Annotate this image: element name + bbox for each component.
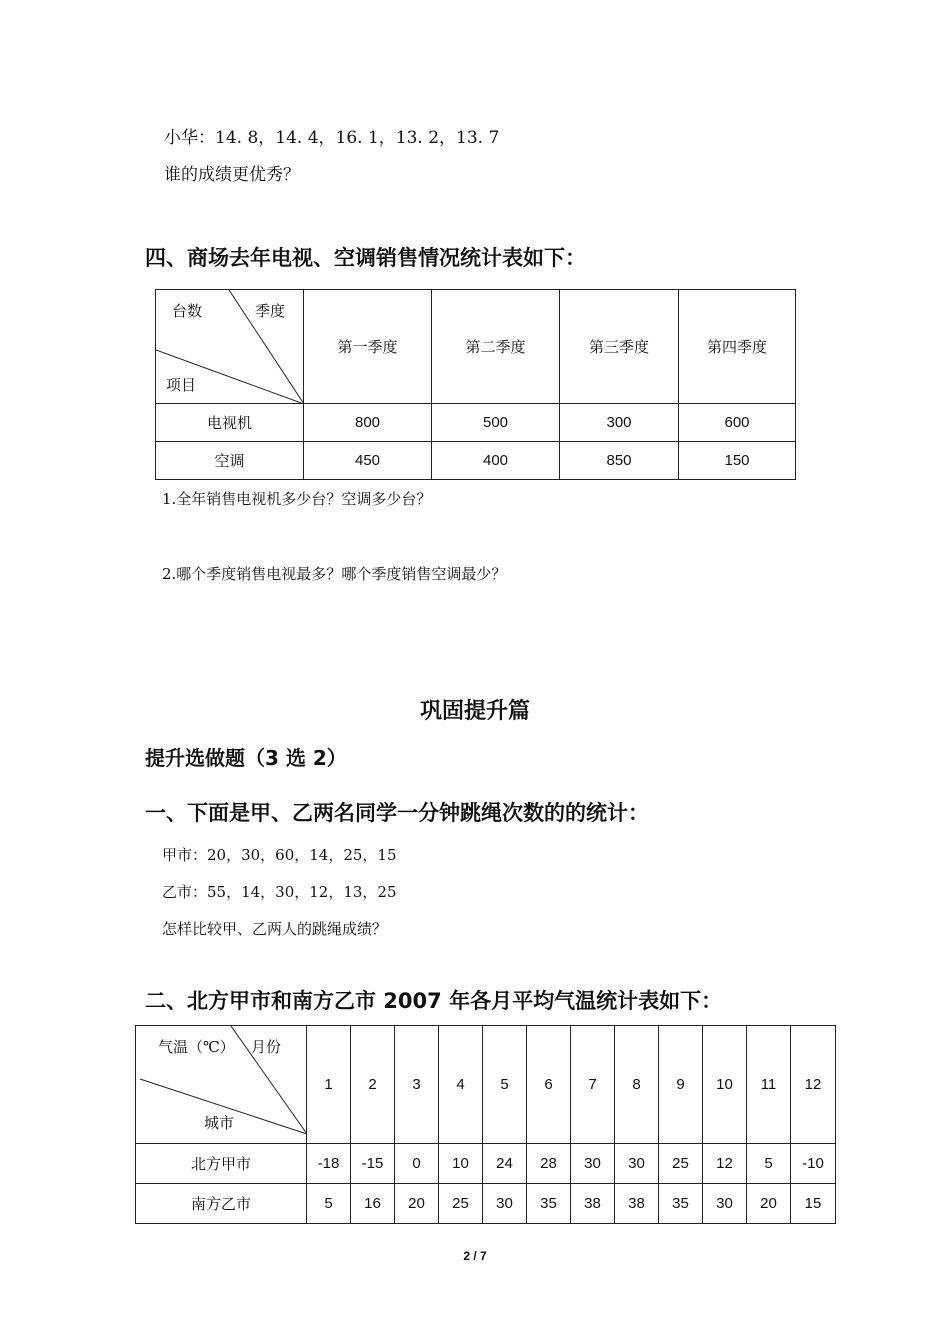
xiaohua-scores: 小华：14. 8，14. 4，16. 1，13. 2，13. 7	[164, 128, 500, 148]
table-cell: 25	[659, 1144, 703, 1184]
corner-label: 月份	[251, 1038, 282, 1056]
row-label: 电视机	[156, 404, 304, 442]
row-label: 空调	[156, 442, 304, 480]
table-cell: 30	[615, 1144, 659, 1184]
table-cell: 16	[351, 1184, 395, 1224]
month-header: 3	[395, 1026, 439, 1144]
month-header: 2	[351, 1026, 395, 1144]
table-cell: 35	[527, 1184, 571, 1224]
table-cell: 30	[571, 1144, 615, 1184]
row-label: 南方乙市	[136, 1184, 307, 1224]
table-cell: 38	[615, 1184, 659, 1224]
month-header: 11	[747, 1026, 791, 1144]
month-header: 6	[527, 1026, 571, 1144]
table-cell: -10	[791, 1144, 836, 1184]
table-cell: 600	[679, 404, 796, 442]
question-2: 2.哪个季度销售电视最多？哪个季度销售空调最少？	[162, 565, 507, 583]
corner-label: 季度	[255, 302, 286, 320]
section-heading: 四、商场去年电视、空调销售情况统计表如下：	[145, 246, 586, 270]
month-header: 1	[307, 1026, 351, 1144]
table-cell: 10	[439, 1144, 483, 1184]
table-cell: 850	[560, 442, 679, 480]
column-header: 第一季度	[304, 290, 432, 404]
month-header: 8	[615, 1026, 659, 1144]
table-corner-header	[156, 290, 304, 404]
sales-table	[155, 289, 796, 480]
table-cell: 300	[560, 404, 679, 442]
table-cell: 20	[395, 1184, 439, 1224]
table-cell: 38	[571, 1184, 615, 1224]
corner-label: 项目	[166, 376, 197, 394]
table-cell: 5	[307, 1184, 351, 1224]
table-cell: 0	[395, 1144, 439, 1184]
table-cell: 150	[679, 442, 796, 480]
table-cell: 20	[747, 1184, 791, 1224]
section-heading: 一、下面是甲、乙两名同学一分钟跳绳次数的的统计：	[145, 801, 649, 825]
table-cell: 500	[432, 404, 560, 442]
table-cell: 35	[659, 1184, 703, 1224]
table-cell: 12	[703, 1144, 747, 1184]
page-number: 2 / 7	[463, 1249, 487, 1263]
column-header: 第二季度	[432, 290, 560, 404]
question-text: 谁的成绩更优秀？	[164, 165, 300, 185]
month-header: 5	[483, 1026, 527, 1144]
table-cell: -18	[307, 1144, 351, 1184]
table-cell: 450	[304, 442, 432, 480]
table-cell: 28	[527, 1144, 571, 1184]
table-cell: 15	[791, 1184, 836, 1224]
temperature-table	[135, 1025, 836, 1224]
corner-label: 城市	[204, 1114, 235, 1132]
month-header: 12	[791, 1026, 836, 1144]
table-row	[136, 1184, 836, 1224]
yi-scores: 乙市：55，14，30，12，13，25	[162, 883, 397, 901]
month-header: 7	[571, 1026, 615, 1144]
table-cell: 24	[483, 1144, 527, 1184]
column-header: 第四季度	[679, 290, 796, 404]
month-header: 10	[703, 1026, 747, 1144]
table-cell: 800	[304, 404, 432, 442]
table-cell: -15	[351, 1144, 395, 1184]
table-row	[136, 1144, 836, 1184]
row-label: 北方甲市	[136, 1144, 307, 1184]
table-cell: 400	[432, 442, 560, 480]
corner-label: 气温（℃）	[158, 1038, 235, 1056]
table-corner-header	[136, 1026, 307, 1144]
column-header: 第三季度	[560, 290, 679, 404]
month-header: 9	[659, 1026, 703, 1144]
month-header: 4	[439, 1026, 483, 1144]
table-row	[156, 442, 796, 480]
jia-scores: 甲市：20，30，60，14，25，15	[162, 846, 397, 864]
table-cell: 30	[703, 1184, 747, 1224]
question-text: 怎样比较甲、乙两人的跳绳成绩？	[162, 920, 388, 938]
subtitle: 提升选做题（3 选 2）	[145, 746, 347, 770]
table-row	[156, 404, 796, 442]
table-cell: 5	[747, 1144, 791, 1184]
page-title: 巩固提升篇	[419, 699, 530, 724]
question-1: 1.全年销售电视机多少台？空调多少台？	[162, 490, 432, 508]
table-cell: 30	[483, 1184, 527, 1224]
corner-label: 台数	[172, 302, 203, 320]
section-heading: 二、北方甲市和南方乙市 2007 年各月平均气温统计表如下：	[145, 989, 723, 1013]
table-cell: 25	[439, 1184, 483, 1224]
